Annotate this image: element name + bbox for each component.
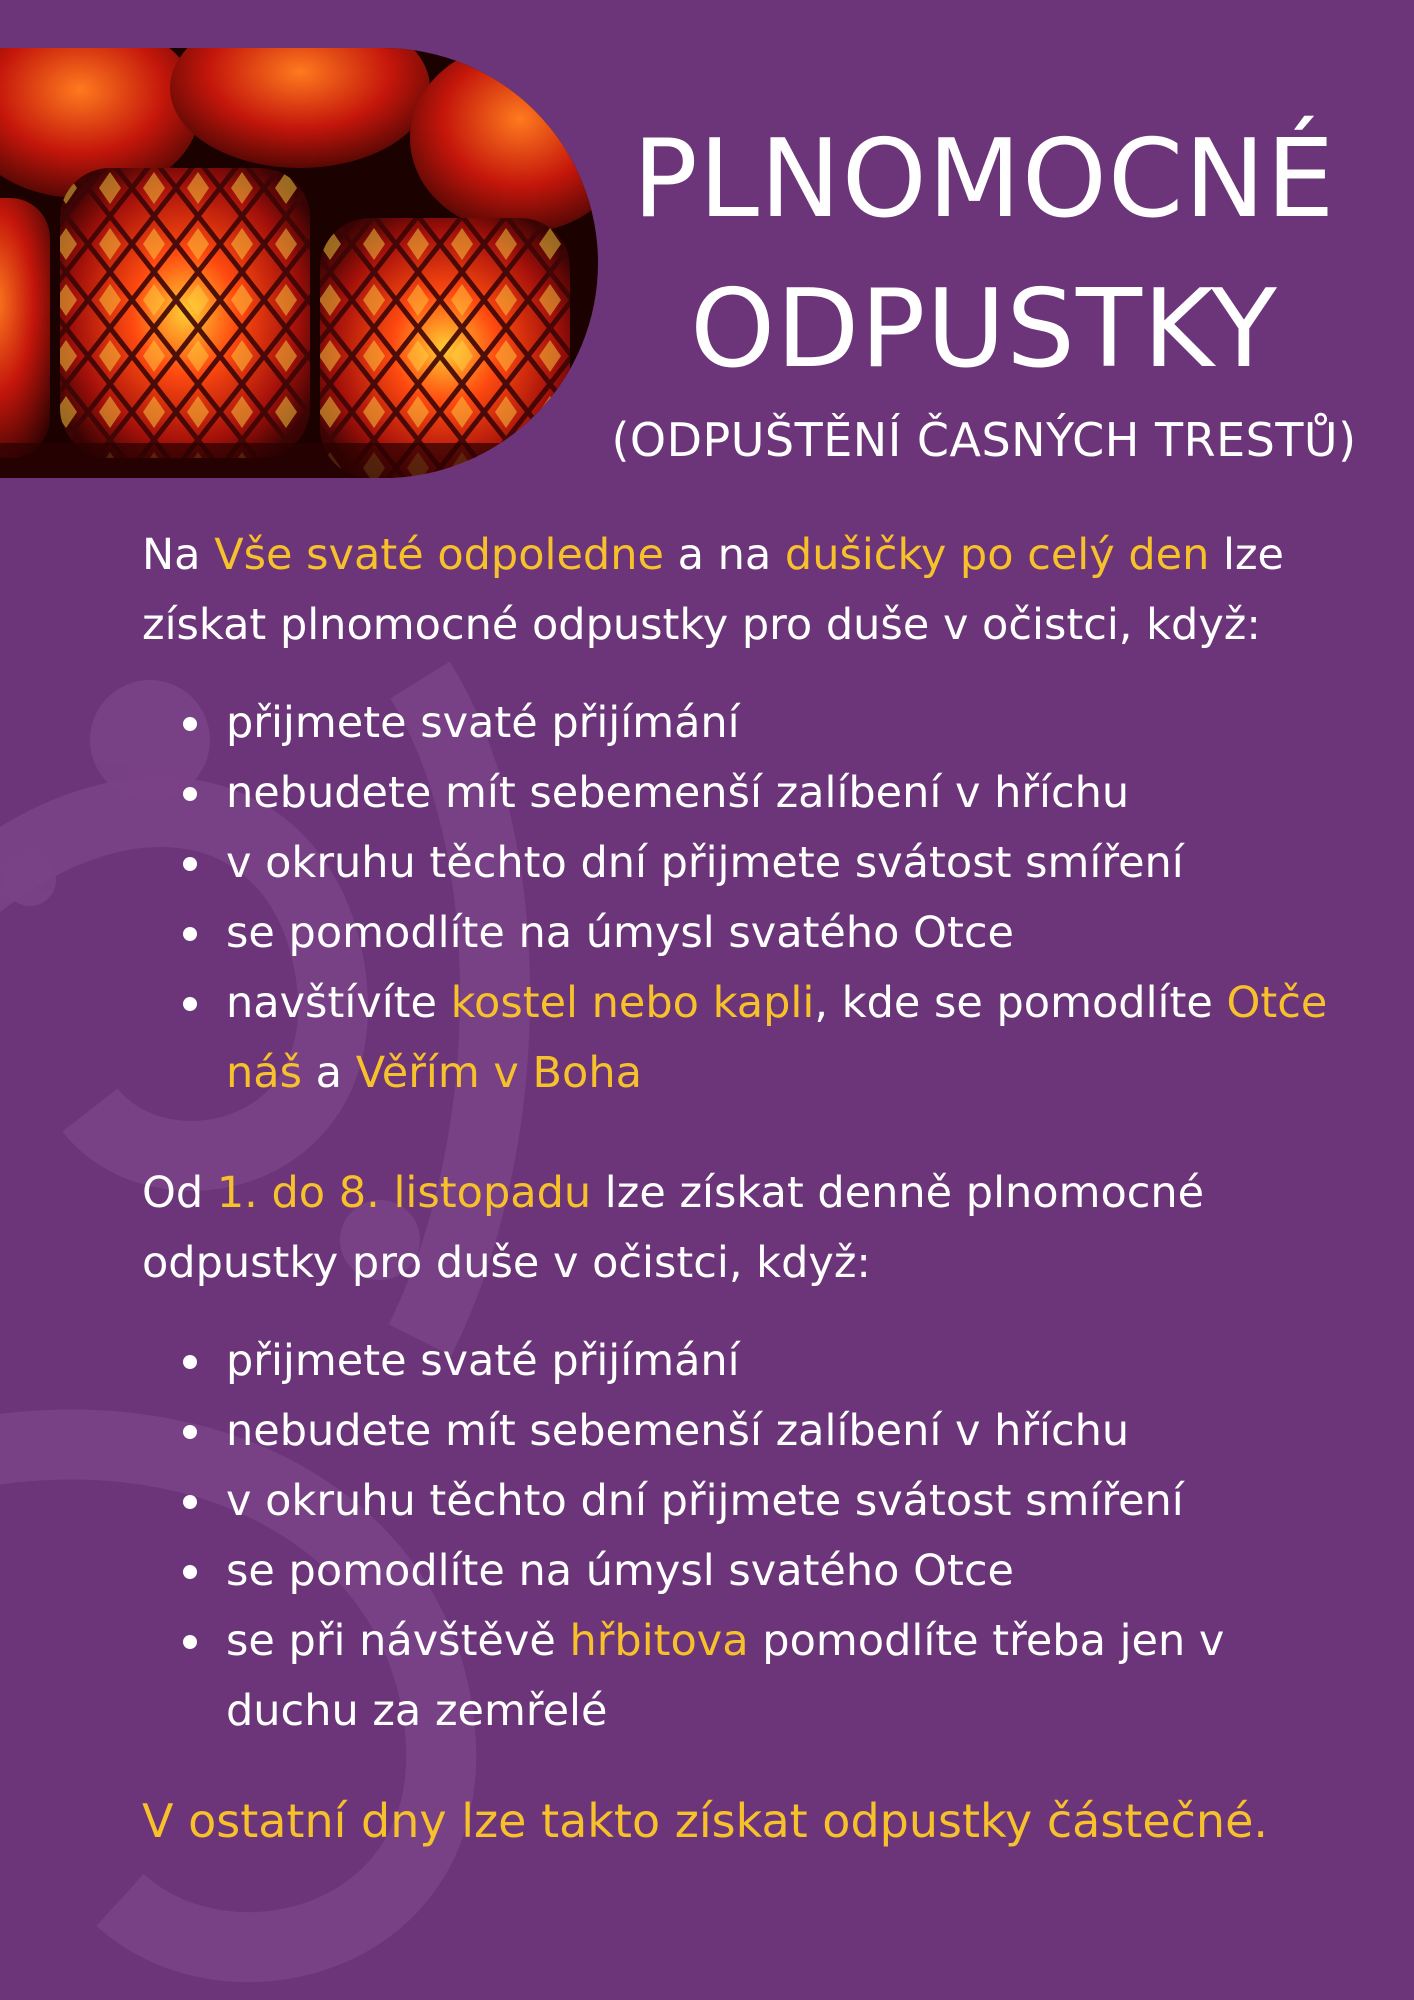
list-item [142, 828, 1342, 898]
list-item [142, 758, 1342, 828]
list-item-highlight: Otče náš [226, 978, 1328, 1098]
section2-list [142, 1326, 1342, 1746]
intro1-text-c: lze získat plnomocné odpustky pro duše v očistci, když: [142, 530, 1285, 650]
footer-note: V ostatní dny lze takto získat odpustky částečné. [142, 1794, 1268, 1848]
list-item-text: pomodlíte třeba jen v duchu za zemřelé [226, 1616, 1225, 1736]
list-item-text: a [302, 1048, 356, 1098]
spacer [142, 1108, 1342, 1158]
intro2-highlight-a: 1. do 8. listopadu [216, 1168, 592, 1218]
intro1-highlight-b: dušičky po celý den [784, 530, 1210, 580]
list-item-text: navštívíte [226, 978, 451, 1028]
page-title-line-1: PLNOMOCNÉ [632, 117, 1336, 242]
list-item-text: nebudete mít sebemenší zalíbení v hříchu [226, 768, 1130, 818]
intro1-text-a: Na [142, 530, 215, 580]
list-item [142, 1606, 1342, 1746]
intro1-text-b: a na [663, 530, 785, 580]
intro1-highlight-a: Vše svaté odpoledne [214, 530, 664, 580]
intro2-text-a: Od [142, 1168, 217, 1218]
list-item-text: se pomodlíte na úmysl svatého Otce [226, 908, 1014, 958]
title-block [574, 105, 1394, 475]
bullet-icon [183, 717, 197, 731]
candles-photo [0, 48, 598, 478]
bullet-icon [183, 997, 197, 1011]
bullet-icon [183, 927, 197, 941]
bullet-icon [183, 1635, 197, 1649]
content [142, 520, 1342, 1856]
bullet-icon [183, 857, 197, 871]
intro2-text-b: lze získat denně plnomocné odpustky pro duše v očistci, když: [142, 1168, 1205, 1288]
section1-intro [142, 520, 1342, 660]
list-item-text: v okruhu těchto dní přijmete svátost smíření [226, 838, 1184, 888]
list-item-highlight: kostel nebo kapli [450, 978, 815, 1028]
list-item-text: se při návštěvě [226, 1616, 570, 1666]
list-item-text: , kde se pomodlíte [814, 978, 1227, 1028]
list-item-text: se pomodlíte na úmysl svatého Otce [226, 1546, 1014, 1596]
list-item [142, 1536, 1342, 1606]
bullet-icon [183, 1425, 197, 1439]
list-item-highlight: Věřím v Boha [355, 1048, 642, 1098]
list-item [142, 1466, 1342, 1536]
list-item-text: nebudete mít sebemenší zalíbení v hříchu [226, 1406, 1130, 1456]
list-item [142, 1396, 1342, 1466]
page-title-line-2: ODPUSTKY [690, 267, 1278, 392]
list-item [142, 688, 1342, 758]
candles-photo-icon [0, 48, 598, 478]
bullet-icon [183, 1355, 197, 1369]
section1-list [142, 688, 1342, 1108]
bullet-icon [183, 787, 197, 801]
list-item [142, 1326, 1342, 1396]
bullet-icon [183, 1565, 197, 1579]
list-item-text: přijmete svaté přijímání [226, 1336, 740, 1386]
list-item [142, 968, 1342, 1108]
page-subtitle: (ODPUŠTĚNÍ ČASNÝCH TRESTŮ) [611, 413, 1357, 467]
bullet-icon [183, 1495, 197, 1509]
list-item-text: přijmete svaté přijímání [226, 698, 740, 748]
list-item [142, 898, 1342, 968]
list-item-highlight: hřbitova [569, 1616, 749, 1666]
list-item-text: v okruhu těchto dní přijmete svátost smíření [226, 1476, 1184, 1526]
section2-intro [142, 1158, 1342, 1298]
